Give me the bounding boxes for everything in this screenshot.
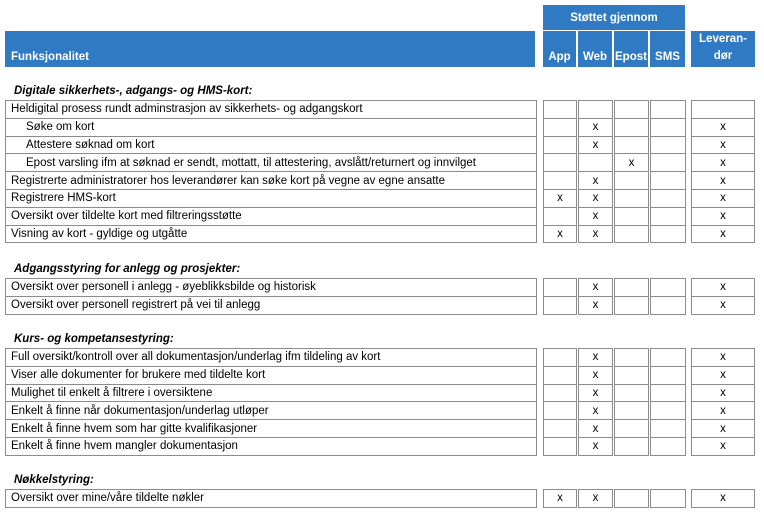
table-cell-lev xyxy=(691,419,755,438)
table-row-label: Enkelt å finne hvem mangler dokumentasjon xyxy=(5,437,537,456)
table-cell-web xyxy=(578,348,613,367)
table-cell-web xyxy=(578,100,613,119)
header-lev-line1: Leveran- xyxy=(699,33,747,45)
table-cell-web xyxy=(578,401,613,420)
check-mark: x xyxy=(592,121,599,134)
table-cell-epost xyxy=(614,136,649,155)
table-row-label: Søke om kort xyxy=(5,118,537,137)
table-cell-lev xyxy=(691,437,755,456)
header-function-label: Funksjonalitet xyxy=(5,31,535,67)
table-cell-app xyxy=(543,118,577,137)
table-cell-epost xyxy=(614,225,649,244)
check-mark: x xyxy=(592,422,599,435)
check-mark: x xyxy=(720,210,726,223)
check-mark: x xyxy=(720,227,726,240)
table-cell-web xyxy=(578,171,613,190)
table-cell-web xyxy=(578,189,613,208)
table-cell-epost xyxy=(614,401,649,420)
table-cell-app xyxy=(543,401,577,420)
table-cell-epost xyxy=(614,171,649,190)
table-cell-app xyxy=(543,366,577,385)
header-col-web: Web xyxy=(578,31,612,67)
table-cell-app xyxy=(543,384,577,403)
table-cell-app xyxy=(543,348,577,367)
table-cell-lev xyxy=(691,118,755,137)
table-cell-lev xyxy=(691,489,755,508)
check-mark: x xyxy=(720,174,726,187)
table-cell-epost xyxy=(614,278,649,297)
table-cell-lev xyxy=(691,348,755,367)
check-mark: x xyxy=(592,404,599,417)
table-cell-lev xyxy=(691,225,755,244)
table-cell-sms xyxy=(650,100,686,119)
check-mark: x xyxy=(557,492,563,505)
table-cell-lev xyxy=(691,384,755,403)
check-mark: x xyxy=(592,386,599,399)
table-cell-web xyxy=(578,136,613,155)
table-row-label: Registrere HMS-kort xyxy=(5,189,537,208)
check-mark: x xyxy=(592,299,599,312)
table-cell-sms xyxy=(650,348,686,367)
table-row-label: Enkelt å finne når dokumentasjon/underlag utløper xyxy=(5,401,537,420)
table-row-label: Heldigital prosess rundt adminstrasjon av sikkerhets- og adgangskort xyxy=(5,100,537,119)
table-cell-app xyxy=(543,153,577,172)
table-cell-sms xyxy=(650,437,686,456)
table-cell-epost xyxy=(614,296,649,315)
table-cell-app xyxy=(543,100,577,119)
header-col-leverandor xyxy=(691,31,755,67)
check-mark: x xyxy=(557,227,563,240)
table-cell-web xyxy=(578,153,613,172)
check-mark: x xyxy=(592,281,599,294)
check-mark: x xyxy=(592,492,599,505)
table-row-label: Full oversikt/kontroll over all dokumentasjon/underlag ifm tildeling av kort xyxy=(5,348,537,367)
header-group-title: Støttet gjennom xyxy=(543,5,685,30)
table-row-label: Epost varsling ifm at søknad er sendt, mottatt, til attestering, avslått/returnert og innvilget xyxy=(5,153,537,172)
table-row-label: Oversikt over personell i anlegg - øyeblikksbilde og historisk xyxy=(5,278,537,297)
check-mark: x xyxy=(720,386,726,399)
check-mark: x xyxy=(592,440,599,453)
table-cell-epost xyxy=(614,489,649,508)
table-cell-web xyxy=(578,419,613,438)
section-title: Kurs- og kompetansestyring: xyxy=(14,333,174,345)
table-cell-lev xyxy=(691,100,755,119)
table-cell-sms xyxy=(650,207,686,226)
section-title: Digitale sikkerhets-, adgangs- og HMS-kort: xyxy=(14,85,253,97)
check-mark: x xyxy=(720,156,726,169)
table-cell-sms xyxy=(650,366,686,385)
check-mark: x xyxy=(592,192,599,205)
table-cell-web xyxy=(578,225,613,244)
table-row-label: Viser alle dokumenter for brukere med tildelte kort xyxy=(5,366,537,385)
table-cell-lev xyxy=(691,296,755,315)
table-cell-epost xyxy=(614,437,649,456)
check-mark: x xyxy=(592,227,599,240)
header-lev-line2: dør xyxy=(713,50,733,62)
table-row-label: Enkelt å finne hvem som har gitte kvalifikasjoner xyxy=(5,419,537,438)
table-cell-web xyxy=(578,296,613,315)
table-cell-sms xyxy=(650,136,686,155)
section-title: Nøkkelstyring: xyxy=(14,474,94,486)
table-cell-epost xyxy=(614,366,649,385)
check-mark: x xyxy=(592,369,599,382)
table-row-label: Oversikt over personell registrert på vei til anlegg xyxy=(5,296,537,315)
table-cell-web xyxy=(578,366,613,385)
table-cell-sms xyxy=(650,278,686,297)
table-cell-lev xyxy=(691,136,755,155)
table-cell-epost xyxy=(614,384,649,403)
table-cell-app xyxy=(543,225,577,244)
table-cell-lev xyxy=(691,189,755,208)
table-cell-sms xyxy=(650,153,686,172)
check-mark: x xyxy=(628,156,635,169)
table-cell-web xyxy=(578,278,613,297)
check-mark: x xyxy=(720,492,726,505)
check-mark: x xyxy=(720,351,726,364)
header-col-epost: Epost xyxy=(614,31,648,67)
table-cell-epost xyxy=(614,419,649,438)
check-mark: x xyxy=(720,192,726,205)
table-cell-app xyxy=(543,189,577,208)
table-cell-epost xyxy=(614,153,649,172)
table-cell-epost xyxy=(614,118,649,137)
table-cell-app xyxy=(543,207,577,226)
table-cell-web xyxy=(578,118,613,137)
table-cell-web xyxy=(578,489,613,508)
check-mark: x xyxy=(720,440,726,453)
table-row-label: Oversikt over tildelte kort med filtreringsstøtte xyxy=(5,207,537,226)
check-mark: x xyxy=(592,174,599,187)
table-cell-web xyxy=(578,437,613,456)
table-cell-lev xyxy=(691,207,755,226)
table-cell-sms xyxy=(650,419,686,438)
table-cell-web xyxy=(578,207,613,226)
table-row-label: Mulighet til enkelt å filtrere i oversiktene xyxy=(5,384,537,403)
check-mark: x xyxy=(720,299,726,312)
check-mark: x xyxy=(720,369,726,382)
table-cell-epost xyxy=(614,207,649,226)
table-cell-epost xyxy=(614,100,649,119)
table-cell-app xyxy=(543,278,577,297)
table-cell-app xyxy=(543,437,577,456)
table-cell-lev xyxy=(691,401,755,420)
table-cell-epost xyxy=(614,189,649,208)
table-cell-app xyxy=(543,419,577,438)
table-cell-lev xyxy=(691,278,755,297)
table-row-label: Oversikt over mine/våre tildelte nøkler xyxy=(5,489,537,508)
table-cell-sms xyxy=(650,489,686,508)
check-mark: x xyxy=(557,192,563,205)
table-cell-sms xyxy=(650,225,686,244)
table-cell-sms xyxy=(650,296,686,315)
table-cell-app xyxy=(543,489,577,508)
table-cell-app xyxy=(543,171,577,190)
table-cell-sms xyxy=(650,118,686,137)
header-col-sms: SMS xyxy=(650,31,685,67)
table-cell-lev xyxy=(691,366,755,385)
section-title: Adgangsstyring for anlegg og prosjekter: xyxy=(14,263,241,275)
table-cell-sms xyxy=(650,171,686,190)
table-cell-sms xyxy=(650,384,686,403)
check-mark: x xyxy=(592,351,599,364)
table-cell-sms xyxy=(650,401,686,420)
table-row-label: Attestere søknad om kort xyxy=(5,136,537,155)
check-mark: x xyxy=(592,210,599,223)
table-cell-app xyxy=(543,136,577,155)
check-mark: x xyxy=(720,422,726,435)
table-cell-lev xyxy=(691,171,755,190)
table-cell-lev xyxy=(691,153,755,172)
table-cell-epost xyxy=(614,348,649,367)
header-col-app: App xyxy=(543,31,576,67)
check-mark: x xyxy=(720,138,726,151)
check-mark: x xyxy=(720,121,726,134)
table-row-label: Registrerte administratorer hos leverandører kan søke kort på vegne av egne ansatte xyxy=(5,171,537,190)
table-cell-app xyxy=(543,296,577,315)
table-row-label: Visning av kort - gyldige og utgåtte xyxy=(5,225,537,244)
check-mark: x xyxy=(720,281,726,294)
table-cell-sms xyxy=(650,189,686,208)
table-cell-web xyxy=(578,384,613,403)
check-mark: x xyxy=(720,404,726,417)
check-mark: x xyxy=(592,138,599,151)
